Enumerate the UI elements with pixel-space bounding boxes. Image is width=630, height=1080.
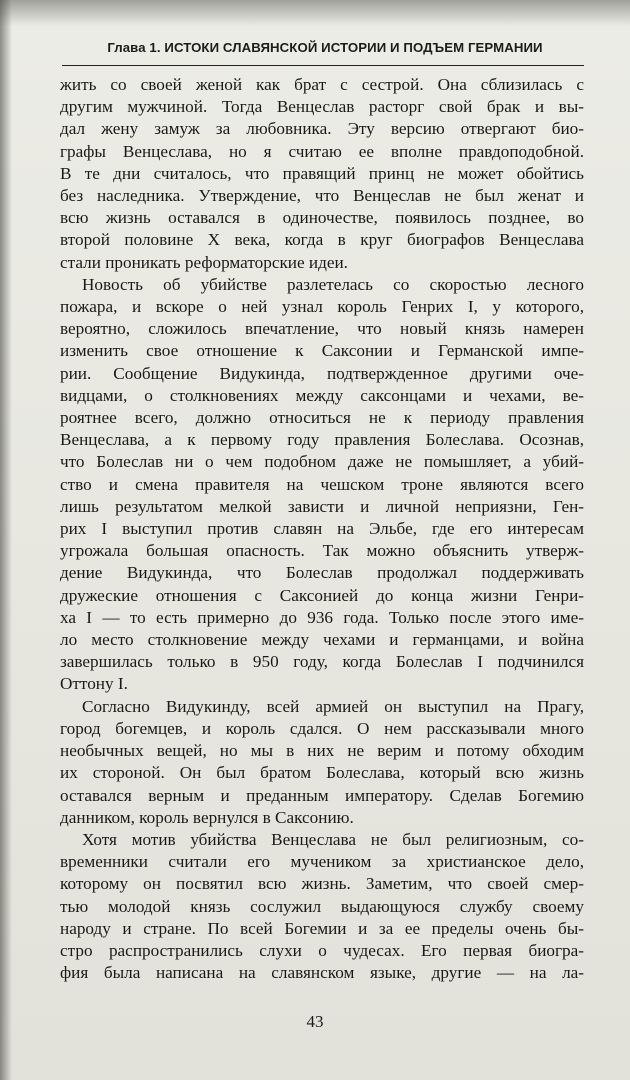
text-line: Оттону I. — [60, 674, 128, 694]
text-line: что Болеслав ни о чем подобном даже не помышляет, а убий- — [60, 452, 584, 472]
page-edge-shadow — [0, 0, 12, 1080]
text-line: жить со своей женой как брат с сестрой. Она сблизилась с — [60, 75, 584, 94]
text-line: тью молодой князь сослужил выдающуюся службу своему — [60, 896, 584, 916]
text-line: угрожала большая опасность. Так можно объяснить утверж- — [60, 541, 584, 561]
text-line: ство и смена правителя на чешском троне являются всего — [60, 474, 584, 494]
page-number: 43 — [306, 1012, 324, 1031]
text-line: данником, король вернулся в Саксонию. — [60, 807, 354, 827]
text-line: без наследника. Утверждение, что Венцеслав не был женат и — [60, 186, 584, 206]
text-line: другим мужчиной. Тогда Венцеслав расторг свой брак и вы- — [60, 97, 584, 117]
text-line: стали проникать реформаторские идеи. — [60, 252, 348, 272]
chapter-running-header: Глава 1. ИСТОКИ СЛАВЯНСКОЙ ИСТОРИИ И ПОДЪЕМ ГЕРМАНИИ — [107, 40, 543, 55]
text-line: второй половине X века, когда в круг биографов Венцеслава — [60, 230, 584, 250]
text-line: Новость об убийстве разлетелась со скоростью лесного — [82, 274, 584, 294]
text-line: фия была написана на славянском языке, другие — на ла- — [60, 963, 584, 983]
text-line: роятнее всего, должно относиться не к периоду правления — [60, 408, 584, 428]
text-line: оставался верным и преданным императору. Сделав Богемию — [60, 785, 584, 805]
text-line: вероятно, сложилось впечатление, что новый князь намерен — [60, 319, 584, 339]
page-top-shadow — [0, 0, 630, 26]
text-line: всю жизнь оставался в одиночестве, появилось позднее, во — [60, 208, 584, 228]
text-line: видцами, о столкновениях между саксонцами и чехами, ве- — [60, 385, 584, 405]
text-line: необычных вещей, но мы в них не верим и потому обходим — [60, 741, 584, 761]
text-line: Согласно Видукинду, всей армией он выступил на Прагу, — [82, 696, 584, 716]
text-line: Хотя мотив убийства Венцеслава не был религиозным, со- — [82, 829, 584, 849]
text-line: дал жену замуж за любовника. Эту версию отвергают био- — [60, 119, 584, 139]
text-line: пожара, и вскоре о ней узнал король Генрих I, у которого, — [60, 297, 584, 317]
text-line: город богемцев, и король сдался. О нем рассказывали много — [60, 718, 584, 738]
text-line: ха I — то есть примерно до 936 года. Только после этого име- — [60, 607, 584, 627]
text-line: завершилась только в 950 году, когда Болеслав I подчинился — [60, 652, 584, 672]
text-line: В те дни считалось, что правящий принц не может обойтись — [60, 163, 584, 183]
page-body-text — [60, 74, 584, 984]
text-line: Венцеслава, а к первому году правления Болеслава. Осознав, — [60, 430, 584, 450]
text-line: дружеские отношения с Саксонией до конца жизни Генри- — [60, 585, 584, 605]
header-rule — [62, 65, 584, 66]
text-line: графы Венцеслава, но я считаю ее вполне правдоподобной. — [60, 141, 584, 161]
text-line: изменить свое отношение к Саксонии и Германской импе- — [60, 341, 584, 361]
text-line: дение Видукинда, что Болеслав продолжал поддерживать — [60, 563, 584, 583]
text-line: временники считали его мучеником за христианское дело, — [60, 852, 584, 872]
text-line: лишь результатом мелкой зависти и личной неприязни, Ген- — [60, 496, 584, 516]
text-line: их стороной. Он был братом Болеслава, который всю жизнь — [60, 763, 584, 783]
text-line: стро распространились слухи о чудесах. Его первая биогра- — [60, 940, 584, 960]
text-line: рии. Сообщение Видукинда, подтвержденное другими оче- — [60, 363, 584, 383]
text-line: рих I выступил против славян на Эльбе, где его интересам — [60, 519, 584, 539]
text-line: народу и стране. По всей Богемии и за ее пределы очень бы- — [60, 918, 584, 938]
text-line: которому он посвятил всю жизнь. Заметим, что своей смер- — [60, 874, 584, 894]
text-line: ло место столкновение между чехами и германцами, и война — [60, 630, 584, 650]
